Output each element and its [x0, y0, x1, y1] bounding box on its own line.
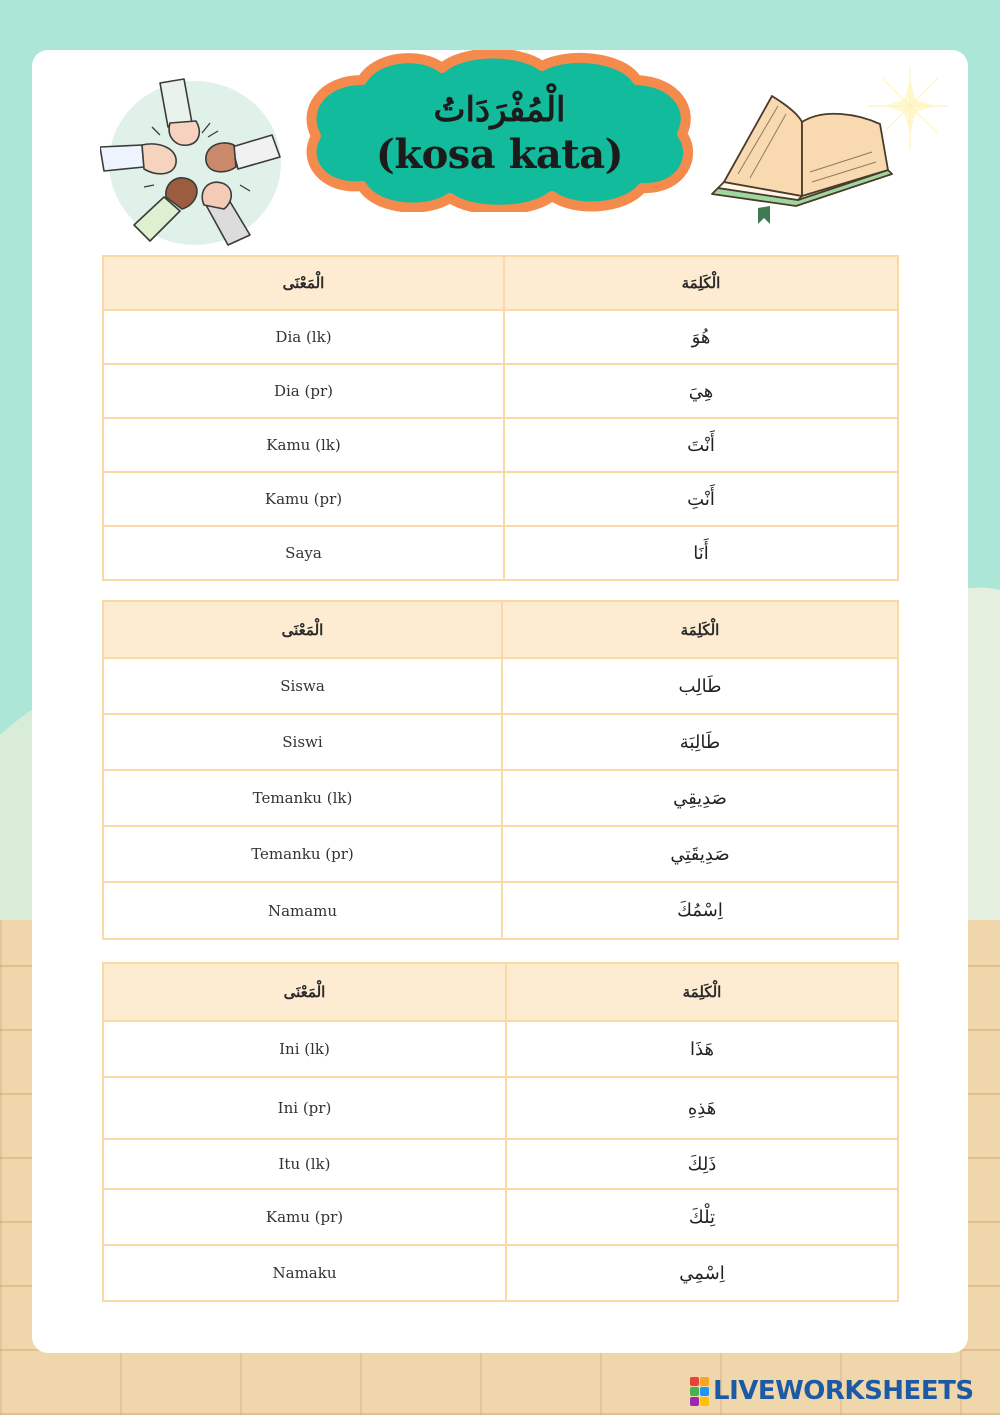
header-meaning: الْمَعْنَى [103, 256, 504, 310]
title-arabic: الْمُفْرَدَاتُ [433, 90, 566, 130]
meaning-cell: Temanku (pr) [103, 826, 502, 882]
meaning-cell: Temanku (lk) [103, 770, 502, 826]
meaning-cell: Saya [103, 526, 504, 580]
table-row [103, 1077, 898, 1139]
meaning-cell: Ini (lk) [103, 1021, 506, 1077]
title-block [302, 50, 697, 212]
word-cell: طَالِب [502, 658, 898, 714]
word-cell: هِيَ [504, 364, 898, 418]
table-row [103, 770, 898, 826]
word-cell: أَنَا [504, 526, 898, 580]
word-cell: اِسْمِي [506, 1245, 898, 1301]
meaning-cell: Dia (pr) [103, 364, 504, 418]
table-row [103, 882, 898, 939]
word-cell: تِلْكَ [506, 1189, 898, 1245]
word-cell: هَذَا [506, 1021, 898, 1077]
table-row [103, 364, 898, 418]
title-latin: (kosa kata) [375, 131, 624, 178]
meaning-cell: Siswi [103, 714, 502, 770]
header-word: الْكَلِمَة [504, 256, 898, 310]
table-row [103, 1139, 898, 1189]
meaning-cell: Kamu (lk) [103, 418, 504, 472]
header-meaning: الْمَعْنَى [103, 601, 502, 658]
meaning-cell: Dia (lk) [103, 310, 504, 364]
vocab-table-1 [102, 255, 899, 581]
table-row [103, 418, 898, 472]
meaning-cell: Namaku [103, 1245, 506, 1301]
meaning-cell: Ini (pr) [103, 1077, 506, 1139]
table-row [103, 526, 898, 580]
table-row [103, 472, 898, 526]
meaning-cell: Namamu [103, 882, 502, 939]
word-cell: هُوَ [504, 310, 898, 364]
table-row [103, 310, 898, 364]
vocab-table-3 [102, 962, 899, 1302]
table-row [103, 658, 898, 714]
table-row [103, 1189, 898, 1245]
header-word: الْكَلِمَة [506, 963, 898, 1021]
table-row [103, 826, 898, 882]
word-cell: ذَلِكَ [506, 1139, 898, 1189]
word-cell: أَنْتَ [504, 418, 898, 472]
liveworksheets-logo-icon [690, 1377, 709, 1406]
word-cell: اِسْمُكَ [502, 882, 898, 939]
vocab-table-2 [102, 600, 899, 940]
meaning-cell: Kamu (pr) [103, 472, 504, 526]
meaning-cell: Siswa [103, 658, 502, 714]
table-row [103, 1021, 898, 1077]
word-cell: أَنْتِ [504, 472, 898, 526]
meaning-cell: Kamu (pr) [103, 1189, 506, 1245]
word-cell: طَالِبَة [502, 714, 898, 770]
word-cell: هَذِهِ [506, 1077, 898, 1139]
header-meaning: الْمَعْنَى [103, 963, 506, 1021]
table-row [103, 1245, 898, 1301]
fist-bump-illustration [100, 75, 285, 247]
liveworksheets-logo[interactable] [690, 1374, 990, 1408]
meaning-cell: Itu (lk) [103, 1139, 506, 1189]
word-cell: صَدِيقَتِي [502, 826, 898, 882]
table-row [103, 714, 898, 770]
header-word: الْكَلِمَة [502, 601, 898, 658]
open-book-illustration [698, 62, 950, 232]
liveworksheets-brand: LIVEWORKSHEETS [713, 1376, 974, 1406]
word-cell: صَدِيقِي [502, 770, 898, 826]
